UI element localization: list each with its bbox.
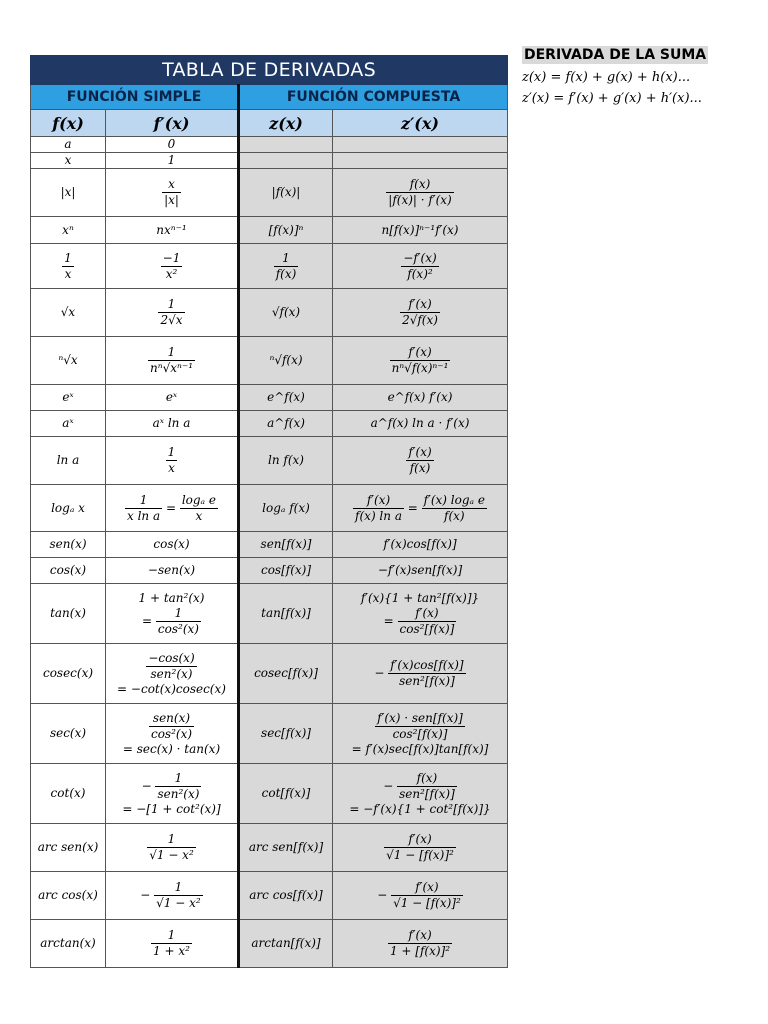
table-row: [31, 558, 508, 584]
compound-derivative-cell: e^f(x) f′(x): [333, 385, 508, 411]
derivative-cell: 0: [106, 137, 239, 153]
function-cell: eˣ: [31, 385, 106, 411]
derivative-cell: $\frac{-1}{\text{x²}}$: [106, 244, 239, 289]
table-row: [31, 872, 508, 920]
sum-rule-title: DERIVADA DE LA SUMA: [524, 47, 707, 63]
compound-function-cell: tan[f(x)]: [239, 584, 333, 644]
function-cell: x: [31, 153, 106, 169]
derivative-cell: nxⁿ⁻¹: [106, 217, 239, 244]
function-cell: tan(x): [31, 584, 106, 644]
table-row: [31, 337, 508, 385]
function-cell: ln a: [31, 437, 106, 485]
sum-rule-function: z(x) = f(x) + g(x) + h(x)...: [522, 70, 691, 85]
derivative-cell: − $\frac{1}{\text{sen²(x)}}$ = −[1 + cot²(x)]: [106, 764, 239, 824]
compound-derivative-cell: $\frac{-f'(x)}{\text{f(x)²}}$: [333, 244, 508, 289]
compound-derivative-cell: $\frac{f'(x)}{2√f(x)}$: [333, 289, 508, 337]
compound-function-cell: |f(x)|: [239, 169, 333, 217]
compound-function-cell: cot[f(x)]: [239, 764, 333, 824]
derivative-cell: $\frac{1}{2√x}$: [106, 289, 239, 337]
compound-derivative-cell: $\frac{f'(x)}{\text{1 + [f(x)]²}}$: [333, 920, 508, 968]
compound-function-cell: [f(x)]ⁿ: [239, 217, 333, 244]
table-row: [31, 824, 508, 872]
header-fp: f′(x): [106, 110, 239, 137]
derivative-cell: $\frac{\text{sen(x)}}{\text{cos²(x)}}$ = sec(x) · tan(x): [106, 704, 239, 764]
section-simple: FUNCIÓN SIMPLE: [31, 85, 239, 110]
derivative-cell: $\frac{1}{\text{√1 − x²}}$: [106, 824, 239, 872]
compound-derivative-cell: f′(x){1 + tan²[f(x)]} = $\frac{f'(x)}{\text{cos²[f(x)]}}$: [333, 584, 508, 644]
derivative-cell: $\frac{-\cos(x)}{\text{sen²(x)}}$ = −cot(x)cosec(x): [106, 644, 239, 704]
header-z: z(x): [239, 110, 333, 137]
compound-derivative-cell: − $\frac{f'(x)\cos[f(x)]}{\text{sen²[f(x)]}}$: [333, 644, 508, 704]
compound-function-cell: arctan[f(x)]: [239, 920, 333, 968]
compound-derivative-cell: $\frac{\text{f′(x) · sen[f(x)]}}{\text{cos²[f(x)]}}$ = f′(x)sec[f(x)]tan[f(x)]: [333, 704, 508, 764]
function-cell: cosec(x): [31, 644, 106, 704]
table-row: [31, 437, 508, 485]
table-row: [31, 920, 508, 968]
table-row: [31, 584, 508, 644]
table-row: [31, 411, 508, 437]
function-cell: √x: [31, 289, 106, 337]
derivative-cell: 1 + tan²(x) = $\frac{1}{\text{cos²(x)}}$: [106, 584, 239, 644]
compound-function-cell: arc sen[f(x)]: [239, 824, 333, 872]
function-cell: sen(x): [31, 532, 106, 558]
derivative-cell: 1: [106, 153, 239, 169]
compound-function-cell: logₐ f(x): [239, 485, 333, 532]
compound-derivative-cell: $\frac{f'(x)}{\text{√1 − [f(x)]²}}$: [333, 824, 508, 872]
compound-derivative-cell: $\frac{f(x)}{|f(x)| \cdot f'(x)}$: [333, 169, 508, 217]
table-row: [31, 704, 508, 764]
table-row: [31, 169, 508, 217]
compound-function-cell: $\frac{1}{f(x)}$: [239, 244, 333, 289]
compound-derivative-cell: [333, 137, 508, 153]
compound-function-cell: sec[f(x)]: [239, 704, 333, 764]
compound-derivative-cell: f′(x)cos[f(x)]: [333, 532, 508, 558]
derivative-cell: − $\frac{1}{\text{√1 − x²}}$: [106, 872, 239, 920]
derivative-cell: $\frac{1}{\text{1 + x²}}$: [106, 920, 239, 968]
function-cell: arc cos(x): [31, 872, 106, 920]
compound-function-cell: cosec[f(x)]: [239, 644, 333, 704]
table-row: [31, 485, 508, 532]
function-cell: sec(x): [31, 704, 106, 764]
table-row: [31, 289, 508, 337]
table-row: [31, 644, 508, 704]
derivatives-table: [30, 55, 508, 968]
function-cell: aˣ: [31, 411, 106, 437]
compound-function-cell: √f(x): [239, 289, 333, 337]
function-cell: cos(x): [31, 558, 106, 584]
table-title: TABLA DE DERIVADAS: [31, 56, 508, 85]
compound-function-cell: ⁿ√f(x): [239, 337, 333, 385]
table-row: [31, 217, 508, 244]
derivative-cell: eˣ: [106, 385, 239, 411]
compound-function-cell: sen[f(x)]: [239, 532, 333, 558]
compound-derivative-cell: [333, 153, 508, 169]
derivative-cell: $\frac{1}{\text{x ln a}}$ = $\frac{\text{logₐ e}}{x}$: [106, 485, 239, 532]
function-cell: $\frac{1}{x}$: [31, 244, 106, 289]
table-row: [31, 532, 508, 558]
function-cell: logₐ x: [31, 485, 106, 532]
compound-derivative-cell: − $\frac{f'(x)}{\text{√1 − [f(x)]²}}$: [333, 872, 508, 920]
compound-derivative-cell: a^f(x) ln a · f′(x): [333, 411, 508, 437]
compound-function-cell: e^f(x): [239, 385, 333, 411]
function-cell: |x|: [31, 169, 106, 217]
table-body: [31, 137, 508, 968]
compound-function-cell: arc cos[f(x)]: [239, 872, 333, 920]
compound-function-cell: [239, 153, 333, 169]
derivative-cell: cos(x): [106, 532, 239, 558]
sum-rule-derivative: z′(x) = f′(x) + g′(x) + h′(x)...: [522, 91, 702, 106]
derivative-cell: $\frac{1}{\text{nⁿ√xⁿ⁻¹}}$: [106, 337, 239, 385]
function-cell: arctan(x): [31, 920, 106, 968]
table-row: [31, 137, 508, 153]
function-cell: ⁿ√x: [31, 337, 106, 385]
compound-derivative-cell: $\frac{f'(x)}{\text{f(x) ln a}}$ = $\frac{\text{f′(x) logₐ e}}{f(x)}$: [333, 485, 508, 532]
function-cell: xⁿ: [31, 217, 106, 244]
table-row: [31, 244, 508, 289]
compound-derivative-cell: − $\frac{f(x)}{\text{sen²[f(x)]}}$ = −f′(x){1 + cot²[f(x)]}: [333, 764, 508, 824]
compound-derivative-cell: n[f(x)]ⁿ⁻¹f′(x): [333, 217, 508, 244]
table-row: [31, 153, 508, 169]
compound-function-cell: ln f(x): [239, 437, 333, 485]
compound-function-cell: [239, 137, 333, 153]
derivative-cell: $\frac{1}{x}$: [106, 437, 239, 485]
compound-function-cell: cos[f(x)]: [239, 558, 333, 584]
derivative-cell: $\frac{x}{|x|}$: [106, 169, 239, 217]
header-f: f(x): [31, 110, 106, 137]
function-cell: arc sen(x): [31, 824, 106, 872]
compound-derivative-cell: $\frac{f'(x)}{\text{nⁿ√f(x)ⁿ⁻¹}}$: [333, 337, 508, 385]
table-row: [31, 764, 508, 824]
header-zp: z′(x): [333, 110, 508, 137]
compound-derivative-cell: −f′(x)sen[f(x)]: [333, 558, 508, 584]
section-compound: FUNCIÓN COMPUESTA: [239, 85, 508, 110]
compound-function-cell: a^f(x): [239, 411, 333, 437]
function-cell: cot(x): [31, 764, 106, 824]
derivative-cell: aˣ ln a: [106, 411, 239, 437]
sum-rule-box: [522, 44, 762, 106]
derivative-cell: −sen(x): [106, 558, 239, 584]
table-row: [31, 385, 508, 411]
function-cell: a: [31, 137, 106, 153]
compound-derivative-cell: $\frac{f'(x)}{f(x)}$: [333, 437, 508, 485]
